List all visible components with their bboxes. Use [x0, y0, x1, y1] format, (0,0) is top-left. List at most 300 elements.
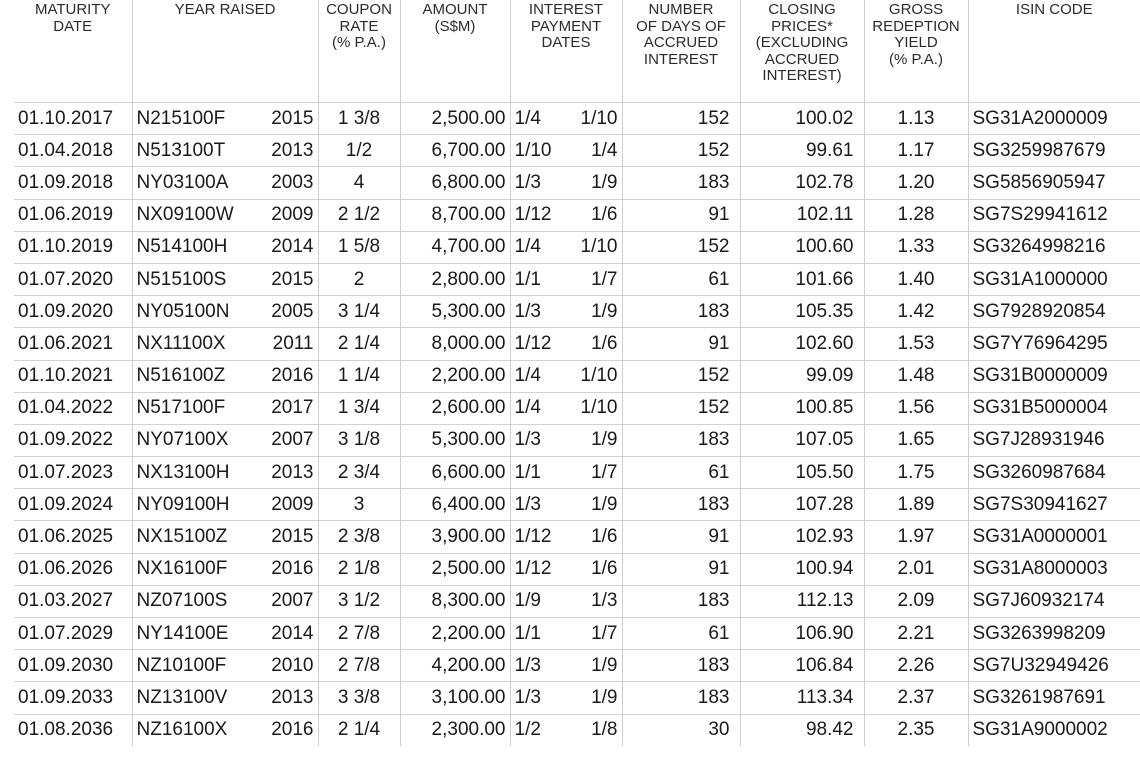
issue-code: NY03100A [136, 171, 229, 193]
coupon-rate-cell: 3 3/8 [318, 682, 400, 714]
payment-date-2: 1/7 [591, 268, 618, 290]
maturity-date-cell: 01.10.2017 [14, 103, 132, 135]
amount-cell: 6,400.00 [400, 489, 510, 521]
table-row [14, 135, 1140, 167]
payment-date-2: 1/8 [591, 719, 618, 741]
issue-code: N516100Z [136, 365, 226, 387]
payment-date-2: 1/10 [580, 107, 618, 129]
issue-code: N517100F [136, 397, 226, 419]
coupon-rate-cell: 2 3/8 [318, 521, 400, 553]
isin-code-cell: SG5856905947 [968, 167, 1140, 199]
interest-payment-dates-cell [510, 103, 622, 135]
payment-date-2: 1/3 [591, 590, 618, 612]
days-accrued-cell: 183 [622, 585, 740, 617]
gross-yield-cell: 1.53 [864, 328, 968, 360]
gross-yield-cell: 1.65 [864, 424, 968, 456]
payment-date-1: 1/4 [514, 107, 541, 129]
maturity-date-cell: 01.07.2029 [14, 618, 132, 650]
header-line: ACCRUED [643, 34, 719, 51]
interest-payment-dates-cell [510, 521, 622, 553]
closing-price-cell: 99.09 [740, 360, 864, 392]
table-row [14, 296, 1140, 328]
days-accrued-cell: 152 [622, 392, 740, 424]
closing-price-cell: 106.84 [740, 650, 864, 682]
amount-cell: 2,300.00 [400, 714, 510, 746]
isin-code-cell: SG31A2000009 [968, 103, 1140, 135]
table-row [14, 199, 1140, 231]
issue-year: 2013 [271, 461, 314, 483]
amount-cell: 8,300.00 [400, 585, 510, 617]
header-line: YIELD [894, 34, 938, 51]
days-accrued-cell: 91 [622, 553, 740, 585]
closing-price-cell: 99.61 [740, 135, 864, 167]
header-line: GROSS [888, 1, 944, 18]
issue-code: NZ07100S [136, 590, 228, 612]
coupon-rate-cell: 3 1/8 [318, 424, 400, 456]
issue-code: N515100S [136, 268, 227, 290]
issue-year: 2007 [271, 429, 314, 451]
issue-code: N513100T [136, 139, 226, 161]
isin-code-cell: SG7S30941627 [968, 489, 1140, 521]
issue-code: NX09100W [136, 204, 234, 226]
issue-code: NZ13100V [136, 686, 228, 708]
days-accrued-cell: 61 [622, 457, 740, 489]
payment-date-2: 1/10 [580, 397, 618, 419]
header-line: ISIN CODE [1015, 1, 1093, 18]
table-row [14, 328, 1140, 360]
days-accrued-cell: 183 [622, 489, 740, 521]
payment-date-2: 1/9 [591, 686, 618, 708]
issue-year: 2010 [271, 654, 314, 676]
header-interest-payment-dates [510, 0, 622, 103]
issue-code: NX16100F [136, 558, 228, 580]
payment-date-2: 1/9 [591, 429, 618, 451]
maturity-date-cell: 01.06.2019 [14, 199, 132, 231]
amount-cell: 2,500.00 [400, 103, 510, 135]
year-raised-cell [132, 360, 318, 392]
amount-cell: 6,600.00 [400, 457, 510, 489]
issue-year: 2009 [271, 493, 314, 515]
isin-code-cell: SG31A1000000 [968, 263, 1140, 295]
isin-code-cell: SG7Y76964295 [968, 328, 1140, 360]
interest-payment-dates-cell [510, 296, 622, 328]
closing-price-cell: 98.42 [740, 714, 864, 746]
payment-date-1: 1/12 [514, 526, 552, 548]
table-row [14, 618, 1140, 650]
isin-code-cell: SG3263998209 [968, 618, 1140, 650]
maturity-date-cell: 01.09.2018 [14, 167, 132, 199]
table-header [14, 0, 1140, 103]
year-raised-cell [132, 650, 318, 682]
payment-date-1: 1/3 [514, 493, 541, 515]
header-line: (EXCLUDING [755, 34, 849, 51]
issue-code: NY14100E [136, 622, 229, 644]
isin-code-cell: SG7928920854 [968, 296, 1140, 328]
closing-price-cell: 100.85 [740, 392, 864, 424]
amount-cell: 2,200.00 [400, 618, 510, 650]
header-line: PRICES* [771, 17, 833, 35]
gross-yield-cell: 2.01 [864, 553, 968, 585]
interest-payment-dates-cell [510, 457, 622, 489]
maturity-date-cell: 01.03.2027 [14, 585, 132, 617]
header-closing-prices [740, 0, 864, 103]
issue-year: 2003 [271, 171, 314, 193]
table-row [14, 103, 1140, 135]
closing-price-cell: 105.35 [740, 296, 864, 328]
table-row [14, 521, 1140, 553]
maturity-date-cell: 01.10.2021 [14, 360, 132, 392]
issue-year: 2016 [271, 719, 314, 741]
payment-date-1: 1/9 [514, 590, 541, 612]
gross-yield-cell: 1.97 [864, 521, 968, 553]
year-raised-cell [132, 263, 318, 295]
payment-date-1: 1/12 [514, 558, 552, 580]
maturity-date-cell: 01.04.2018 [14, 135, 132, 167]
gross-yield-cell: 1.56 [864, 392, 968, 424]
table-row [14, 714, 1140, 746]
closing-price-cell: 102.78 [740, 167, 864, 199]
isin-code-cell: SG3259987679 [968, 135, 1140, 167]
table-row [14, 585, 1140, 617]
gross-yield-cell: 2.09 [864, 585, 968, 617]
gross-yield-cell: 1.48 [864, 360, 968, 392]
coupon-rate-cell: 2 7/8 [318, 650, 400, 682]
interest-payment-dates-cell [510, 392, 622, 424]
issue-year: 2005 [271, 300, 314, 322]
header-line: (% P.A.) [889, 50, 943, 68]
header-line: INTEREST [643, 50, 719, 68]
closing-price-cell: 100.60 [740, 231, 864, 263]
payment-date-2: 1/9 [591, 493, 618, 515]
isin-code-cell: SG7S29941612 [968, 199, 1140, 231]
issue-year: 2016 [271, 558, 314, 580]
amount-cell: 2,200.00 [400, 360, 510, 392]
isin-code-cell: SG3264998216 [968, 231, 1140, 263]
payment-date-1: 1/2 [514, 719, 541, 741]
amount-cell: 3,100.00 [400, 682, 510, 714]
maturity-date-cell: 01.09.2033 [14, 682, 132, 714]
interest-payment-dates-cell [510, 682, 622, 714]
isin-code-cell: SG3261987691 [968, 682, 1140, 714]
payment-date-1: 1/4 [514, 397, 541, 419]
isin-code-cell: SG31A9000002 [968, 714, 1140, 746]
issue-year: 2015 [271, 107, 314, 129]
table-row [14, 263, 1140, 295]
year-raised-cell [132, 103, 318, 135]
table-row [14, 553, 1140, 585]
payment-date-1: 1/12 [514, 332, 552, 354]
gross-yield-cell: 1.20 [864, 167, 968, 199]
table-row [14, 489, 1140, 521]
header-line: DATES [541, 34, 591, 51]
header-days-accrued [622, 0, 740, 103]
days-accrued-cell: 152 [622, 231, 740, 263]
amount-cell: 5,300.00 [400, 424, 510, 456]
header-row [14, 0, 1140, 103]
table-row [14, 360, 1140, 392]
days-accrued-cell: 30 [622, 714, 740, 746]
interest-payment-dates-cell [510, 199, 622, 231]
interest-payment-dates-cell [510, 360, 622, 392]
coupon-rate-cell: 3 1/2 [318, 585, 400, 617]
coupon-rate-cell: 1 3/4 [318, 392, 400, 424]
interest-payment-dates-cell [510, 650, 622, 682]
year-raised-cell [132, 135, 318, 167]
year-raised-cell [132, 714, 318, 746]
header-coupon-rate [318, 0, 400, 103]
issue-year: 2013 [271, 139, 314, 161]
header-year-raised [132, 0, 318, 103]
table-row [14, 650, 1140, 682]
payment-date-1: 1/1 [514, 461, 541, 483]
interest-payment-dates-cell [510, 263, 622, 295]
maturity-date-cell: 01.07.2020 [14, 263, 132, 295]
payment-date-1: 1/4 [514, 236, 541, 258]
closing-price-cell: 102.11 [740, 199, 864, 231]
issue-code: NY05100N [136, 300, 230, 322]
year-raised-cell [132, 618, 318, 650]
payment-date-2: 1/9 [591, 654, 618, 676]
issue-code: N514100H [136, 236, 228, 258]
gross-yield-cell: 1.13 [864, 103, 968, 135]
payment-date-2: 1/7 [591, 622, 618, 644]
closing-price-cell: 100.94 [740, 553, 864, 585]
closing-price-cell: 102.93 [740, 521, 864, 553]
issue-code: NX11100X [136, 332, 226, 354]
maturity-date-cell: 01.07.2023 [14, 457, 132, 489]
issue-year: 2013 [271, 686, 314, 708]
maturity-date-cell: 01.10.2019 [14, 231, 132, 263]
issue-code: NY07100X [136, 429, 229, 451]
header-gross-yield [864, 0, 968, 103]
payment-date-2: 1/6 [591, 526, 618, 548]
closing-price-cell: 101.66 [740, 263, 864, 295]
issue-code: NY09100H [136, 493, 230, 515]
payment-date-2: 1/7 [591, 461, 618, 483]
closing-price-cell: 102.60 [740, 328, 864, 360]
year-raised-cell [132, 424, 318, 456]
days-accrued-cell: 183 [622, 296, 740, 328]
header-line: OF DAYS OF [636, 17, 726, 35]
payment-date-1: 1/4 [514, 365, 541, 387]
days-accrued-cell: 152 [622, 360, 740, 392]
header-line: YEAR RAISED [174, 1, 276, 18]
maturity-date-cell: 01.06.2026 [14, 553, 132, 585]
table-row [14, 457, 1140, 489]
year-raised-cell [132, 199, 318, 231]
issue-code: NX13100H [136, 461, 230, 483]
isin-code-cell: SG31B0000009 [968, 360, 1140, 392]
interest-payment-dates-cell [510, 553, 622, 585]
payment-date-2: 1/10 [580, 365, 618, 387]
header-line: MATURITY [34, 1, 111, 18]
issue-code: NX15100Z [136, 526, 228, 548]
amount-cell: 4,200.00 [400, 650, 510, 682]
issue-year: 2009 [271, 204, 314, 226]
closing-price-cell: 106.90 [740, 618, 864, 650]
isin-code-cell: SG31A0000001 [968, 521, 1140, 553]
days-accrued-cell: 61 [622, 618, 740, 650]
payment-date-1: 1/1 [514, 268, 541, 290]
issue-code: N215100F [136, 107, 226, 129]
payment-date-2: 1/6 [591, 558, 618, 580]
gross-yield-cell: 1.28 [864, 199, 968, 231]
header-amount [400, 0, 510, 103]
payment-date-2: 1/4 [591, 139, 618, 161]
issue-code: NZ10100F [136, 654, 227, 676]
amount-cell: 3,900.00 [400, 521, 510, 553]
table-row [14, 424, 1140, 456]
coupon-rate-cell: 1 5/8 [318, 231, 400, 263]
coupon-rate-cell: 1 1/4 [318, 360, 400, 392]
gross-yield-cell: 1.33 [864, 231, 968, 263]
payment-date-1: 1/3 [514, 654, 541, 676]
payment-date-1: 1/12 [514, 204, 552, 226]
coupon-rate-cell: 1/2 [318, 135, 400, 167]
days-accrued-cell: 183 [622, 167, 740, 199]
interest-payment-dates-cell [510, 489, 622, 521]
coupon-rate-cell: 2 1/8 [318, 553, 400, 585]
isin-code-cell: SG3260987684 [968, 457, 1140, 489]
table-row [14, 167, 1140, 199]
maturity-date-cell: 01.04.2022 [14, 392, 132, 424]
gross-yield-cell: 2.26 [864, 650, 968, 682]
issue-year: 2014 [271, 622, 314, 644]
gross-yield-cell: 1.42 [864, 296, 968, 328]
coupon-rate-cell: 2 1/2 [318, 199, 400, 231]
year-raised-cell [132, 296, 318, 328]
interest-payment-dates-cell [510, 135, 622, 167]
table-row [14, 231, 1140, 263]
isin-code-cell: SG7U32949426 [968, 650, 1140, 682]
issue-year: 2016 [271, 365, 314, 387]
header-line: (S$M) [434, 17, 476, 35]
gross-yield-cell: 2.21 [864, 618, 968, 650]
maturity-date-cell: 01.09.2030 [14, 650, 132, 682]
closing-price-cell: 113.34 [740, 682, 864, 714]
coupon-rate-cell: 3 [318, 489, 400, 521]
coupon-rate-cell: 1 3/8 [318, 103, 400, 135]
days-accrued-cell: 152 [622, 135, 740, 167]
issue-code: NZ16100X [136, 719, 228, 741]
year-raised-cell [132, 167, 318, 199]
maturity-date-cell: 01.06.2025 [14, 521, 132, 553]
coupon-rate-cell: 2 [318, 263, 400, 295]
payment-date-1: 1/3 [514, 686, 541, 708]
payment-date-1: 1/10 [514, 139, 552, 161]
payment-date-1: 1/3 [514, 429, 541, 451]
header-line: (% P.A.) [332, 34, 386, 51]
closing-price-cell: 107.28 [740, 489, 864, 521]
maturity-date-cell: 01.08.2036 [14, 714, 132, 746]
closing-price-cell: 112.13 [740, 585, 864, 617]
year-raised-cell [132, 489, 318, 521]
days-accrued-cell: 183 [622, 682, 740, 714]
amount-cell: 4,700.00 [400, 231, 510, 263]
closing-price-cell: 107.05 [740, 424, 864, 456]
header-line: NUMBER [648, 1, 714, 18]
payment-date-1: 1/3 [514, 300, 541, 322]
issue-year: 2007 [271, 590, 314, 612]
header-line: COUPON [326, 1, 392, 18]
payment-date-1: 1/3 [514, 171, 541, 193]
payment-date-2: 1/9 [591, 300, 618, 322]
payment-date-2: 1/6 [591, 204, 618, 226]
interest-payment-dates-cell [510, 328, 622, 360]
year-raised-cell [132, 521, 318, 553]
issue-year: 2015 [271, 268, 314, 290]
gross-yield-cell: 1.40 [864, 263, 968, 295]
coupon-rate-cell: 2 3/4 [318, 457, 400, 489]
days-accrued-cell: 152 [622, 103, 740, 135]
payment-date-2: 1/6 [591, 332, 618, 354]
interest-payment-dates-cell [510, 424, 622, 456]
issue-year: 2015 [271, 526, 314, 548]
interest-payment-dates-cell [510, 231, 622, 263]
year-raised-cell [132, 231, 318, 263]
amount-cell: 2,600.00 [400, 392, 510, 424]
coupon-rate-cell: 4 [318, 167, 400, 199]
gross-yield-cell: 1.17 [864, 135, 968, 167]
amount-cell: 2,800.00 [400, 263, 510, 295]
table-row [14, 392, 1140, 424]
year-raised-cell [132, 682, 318, 714]
amount-cell: 6,700.00 [400, 135, 510, 167]
header-line: ACCRUED [764, 50, 840, 68]
closing-price-cell: 100.02 [740, 103, 864, 135]
closing-price-cell: 105.50 [740, 457, 864, 489]
payment-date-2: 1/9 [591, 171, 618, 193]
days-accrued-cell: 91 [622, 328, 740, 360]
interest-payment-dates-cell [510, 618, 622, 650]
coupon-rate-cell: 3 1/4 [318, 296, 400, 328]
header-maturity-date [14, 0, 132, 103]
table-row [14, 682, 1140, 714]
gross-yield-cell: 2.35 [864, 714, 968, 746]
amount-cell: 8,700.00 [400, 199, 510, 231]
header-line: CLOSING [768, 1, 836, 18]
interest-payment-dates-cell [510, 585, 622, 617]
header-line: INTEREST [528, 1, 604, 18]
table-body [14, 103, 1140, 746]
maturity-date-cell: 01.09.2024 [14, 489, 132, 521]
maturity-date-cell: 01.09.2022 [14, 424, 132, 456]
year-raised-cell [132, 328, 318, 360]
days-accrued-cell: 183 [622, 424, 740, 456]
header-line: INTEREST) [762, 67, 842, 84]
amount-cell: 5,300.00 [400, 296, 510, 328]
days-accrued-cell: 91 [622, 521, 740, 553]
header-line: PAYMENT [530, 17, 602, 35]
interest-payment-dates-cell [510, 167, 622, 199]
coupon-rate-cell: 2 1/4 [318, 328, 400, 360]
gross-yield-cell: 1.75 [864, 457, 968, 489]
gross-yield-cell: 1.89 [864, 489, 968, 521]
year-raised-cell [132, 585, 318, 617]
days-accrued-cell: 61 [622, 263, 740, 295]
year-raised-cell [132, 553, 318, 585]
issue-year: 2011 [272, 332, 314, 354]
header-line: DATE [53, 17, 93, 35]
amount-cell: 6,800.00 [400, 167, 510, 199]
issue-year: 2017 [271, 397, 314, 419]
isin-code-cell: SG31B5000004 [968, 392, 1140, 424]
header-line: AMOUNT [422, 1, 488, 18]
maturity-date-cell: 01.09.2020 [14, 296, 132, 328]
year-raised-cell [132, 457, 318, 489]
year-raised-cell [132, 392, 318, 424]
days-accrued-cell: 183 [622, 650, 740, 682]
